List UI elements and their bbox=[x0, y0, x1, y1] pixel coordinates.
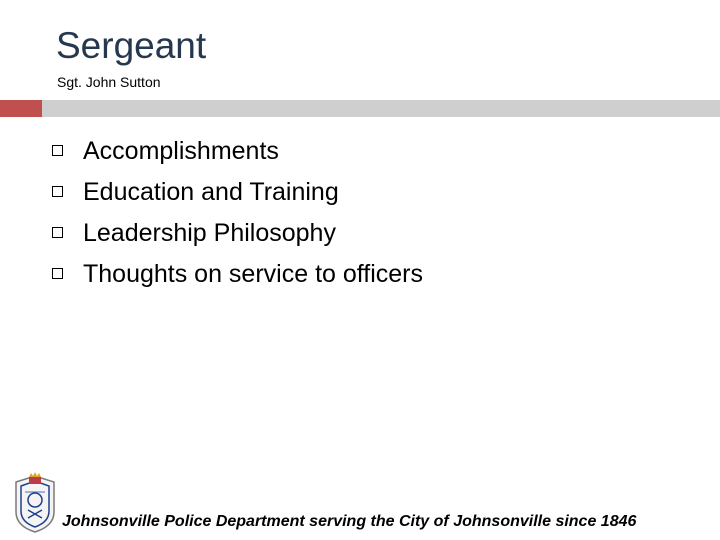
bullet-item bbox=[48, 171, 423, 212]
square-bullet-icon bbox=[52, 268, 63, 279]
header-divider-bar bbox=[42, 100, 720, 117]
bullet-text: Thoughts on service to officers bbox=[83, 259, 423, 288]
bullet-item bbox=[48, 212, 423, 253]
bullet-text: Leadership Philosophy bbox=[83, 218, 336, 247]
square-bullet-icon bbox=[52, 227, 63, 238]
bullet-item bbox=[48, 130, 423, 171]
bullet-text: Accomplishments bbox=[83, 136, 279, 165]
footer-text: Johnsonville Police Department serving the City of Johnsonville since 1846 bbox=[62, 513, 637, 530]
square-bullet-icon bbox=[52, 145, 63, 156]
header-accent-bar bbox=[0, 100, 42, 117]
bullet-item bbox=[48, 253, 423, 294]
square-bullet-icon bbox=[52, 186, 63, 197]
slide-subtitle: Sgt. John Sutton bbox=[57, 74, 161, 90]
bullet-text: Education and Training bbox=[83, 177, 339, 206]
slide-title: Sergeant bbox=[56, 25, 207, 66]
bullet-list bbox=[48, 130, 423, 294]
police-seal-icon bbox=[12, 472, 58, 534]
